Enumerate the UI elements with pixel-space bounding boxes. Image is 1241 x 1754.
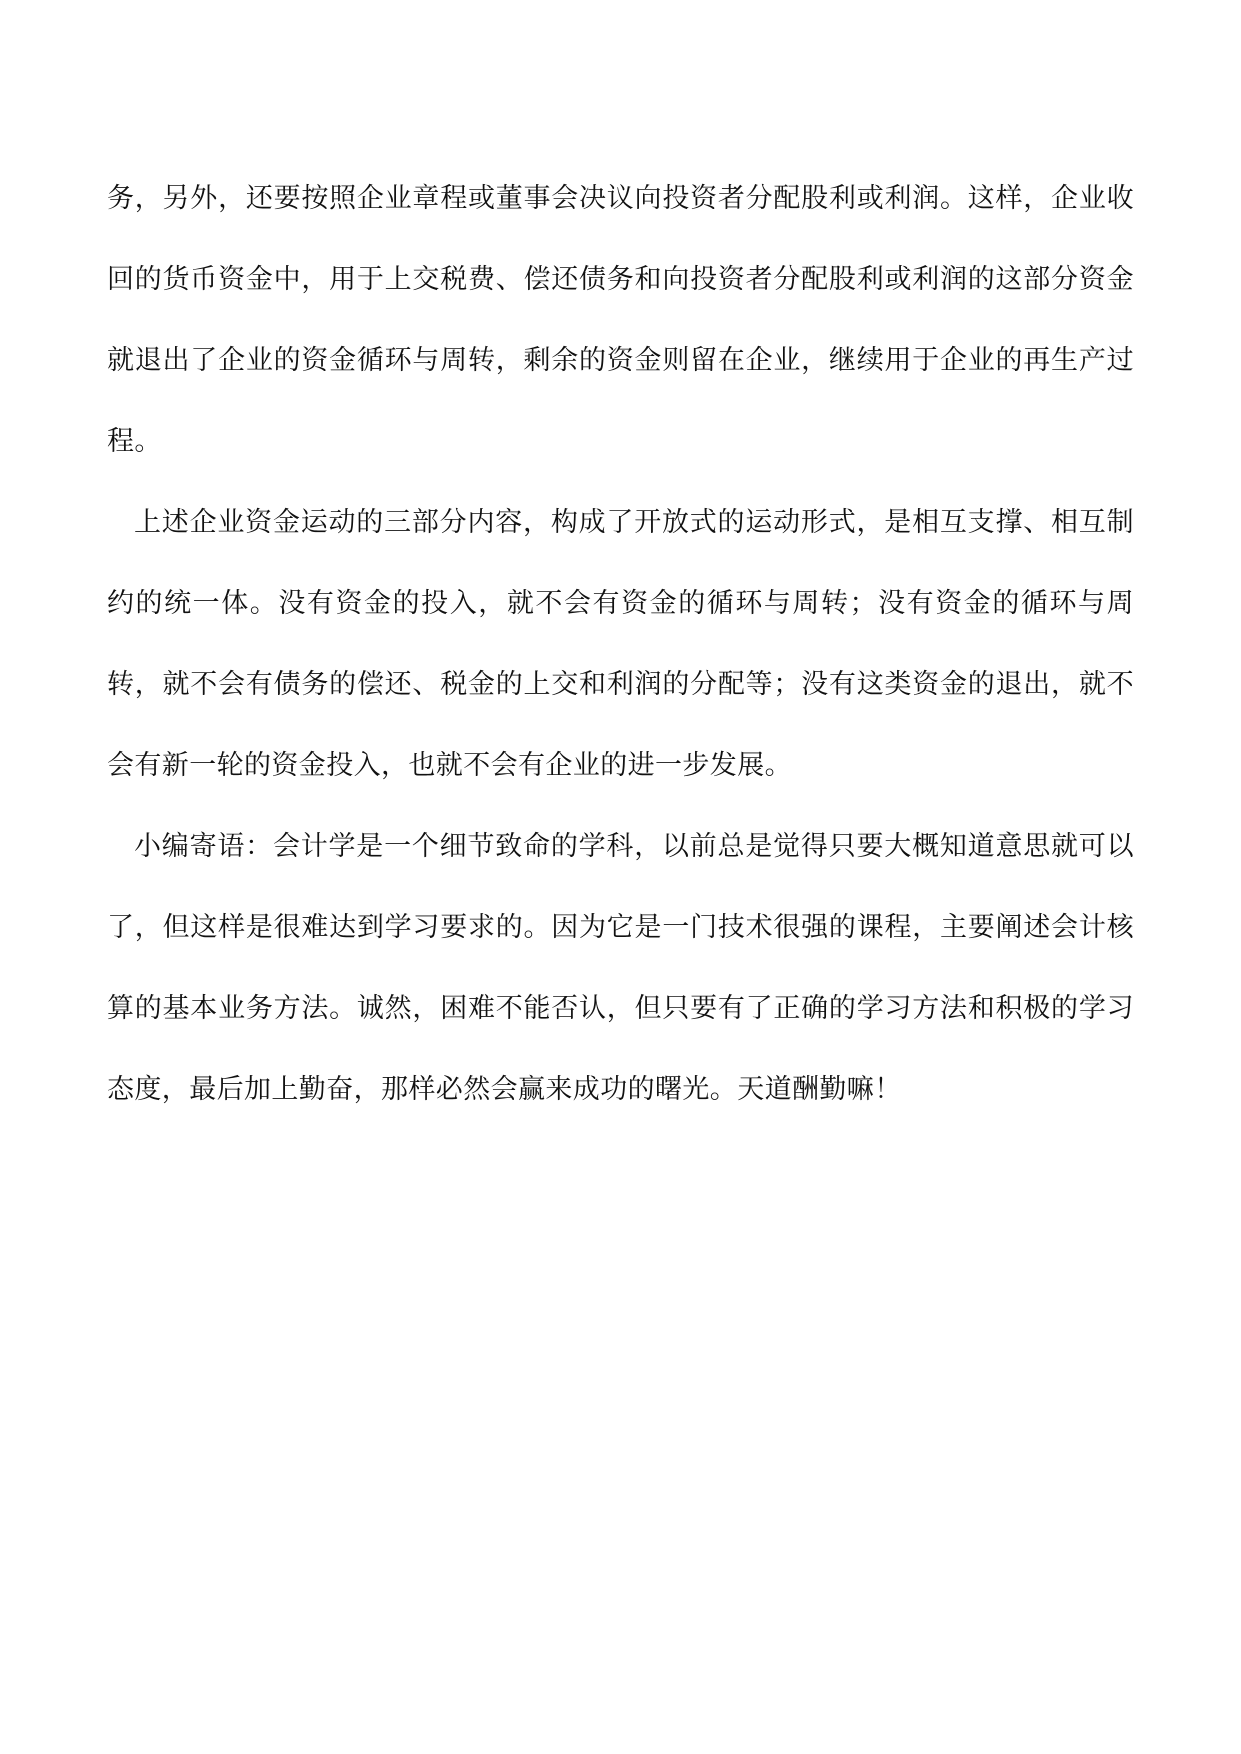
paragraph-editor-note: 小编寄语：会计学是一个细节致命的学科，以前总是觉得只要大概知道意思就可以了，但这样是很难达到学习要求的。因为它是一门技术很强的课程，主要阐述会计核算的基本业务方法。诚然，困难不能否认，但只要有了正确的学习方法和积极的学习态度，最后加上勤奋，那样必然会赢来成功的曙光。天道酬勤嘛！ [107,831,1134,1105]
document-body [107,158,1134,1130]
paragraph-fund-movement: 上述企业资金运动的三部分内容，构成了开放式的运动形式，是相互支撑、相互制约的统一体。没有资金的投入，就不会有资金的循环与周转；没有资金的循环与周转，就不会有债务的偿还、税金的上交和利润的分配等；没有这类资金的退出，就不会有新一轮的资金投入，也就不会有企业的进一步发展。 [107,507,1134,781]
paragraph-continuation: 务，另外，还要按照企业章程或董事会决议向投资者分配股利或利润。这样，企业收回的货币资金中，用于上交税费、偿还债务和向投资者分配股利或利润的这部分资金就退出了企业的资金循环与周转，剩余的资金则留在企业，继续用于企业的再生产过程。 [107,183,1134,457]
